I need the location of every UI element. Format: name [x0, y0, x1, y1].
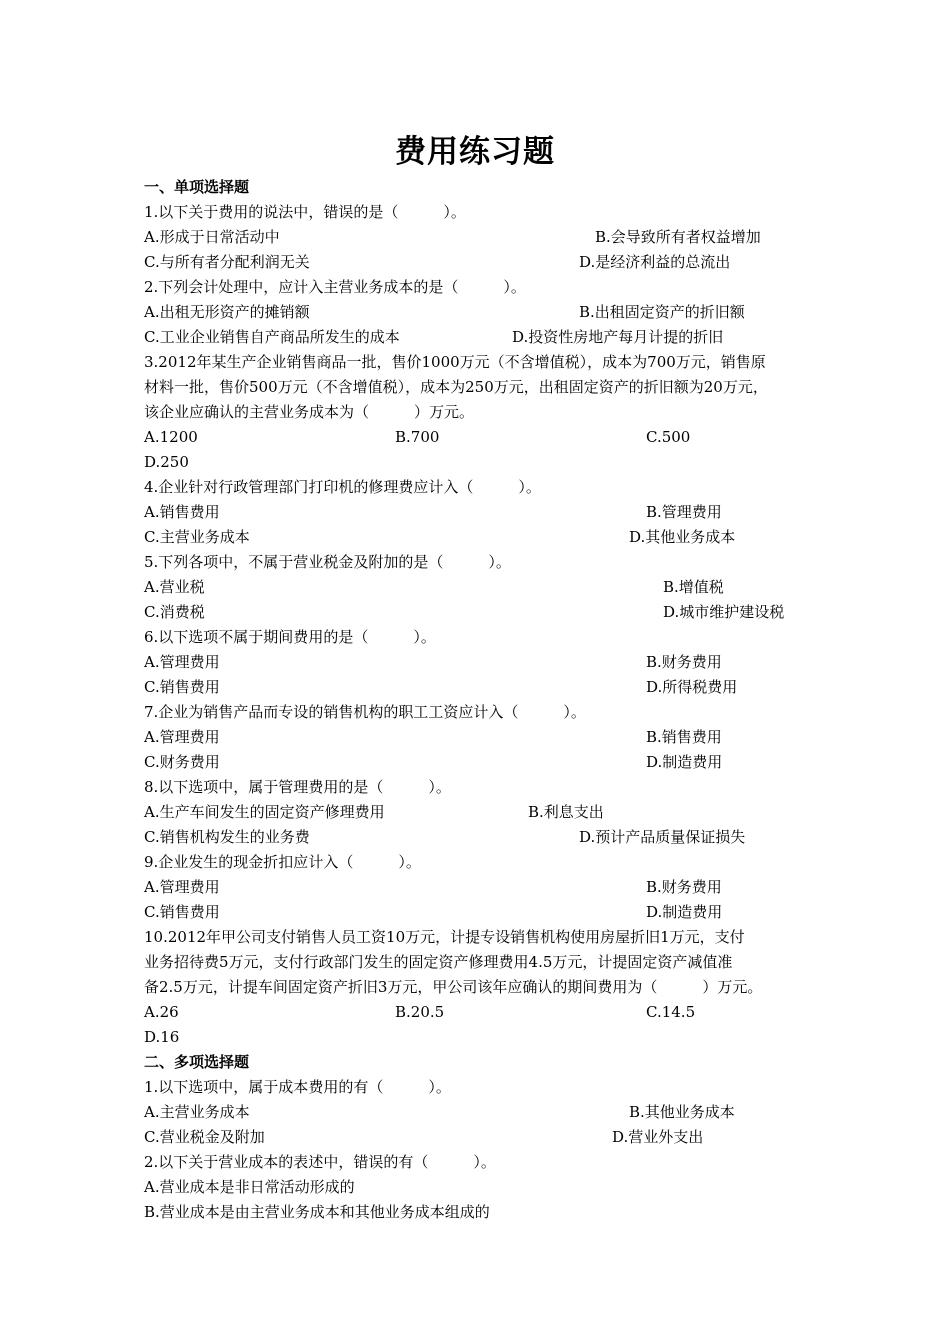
option-d: D.制造费用 — [646, 903, 723, 921]
option-d: D.投资性房地产每月计提的折旧 — [512, 328, 724, 346]
option-a: A.销售费用 — [144, 503, 220, 521]
option-a: A.营业税 — [144, 578, 205, 596]
option-b: B.销售费用 — [646, 728, 722, 746]
option-a: A.管理费用 — [144, 728, 220, 746]
question-stem: 7.企业为销售产品而专设的销售机构的职工工资应计入（ ）。 — [144, 703, 586, 721]
option-c: C.销售机构发生的业务费 — [144, 828, 310, 846]
option-a: A.营业成本是非日常活动形成的 — [144, 1178, 355, 1196]
question-stem: 1.以下关于费用的说法中，错误的是（ ）。 — [144, 203, 466, 221]
option-b: B.增值税 — [663, 578, 724, 596]
option-d: D.是经济利益的总流出 — [579, 253, 731, 271]
question-stem: 备2.5万元，计提车间固定资产折旧3万元，甲公司该年应确认的期间费用为（ ）万元。 — [144, 978, 763, 996]
option-b: B.700 — [395, 428, 440, 446]
option-c: C.销售费用 — [144, 678, 220, 696]
option-c: C.消费税 — [144, 603, 205, 621]
option-c: C.营业税金及附加 — [144, 1128, 265, 1146]
option-a: A.主营业务成本 — [144, 1103, 250, 1121]
question-stem: 6.以下选项不属于期间费用的是（ ）。 — [144, 628, 436, 646]
option-c: C.与所有者分配利润无关 — [144, 253, 310, 271]
option-a: A.26 — [144, 1003, 179, 1021]
question-stem: 3.2012年某生产企业销售商品一批，售价1000万元（不含增值税），成本为700万元，销售原 — [144, 353, 766, 371]
question-stem: 10.2012年甲公司支付销售人员工资10万元，计提专设销售机构使用房屋折旧1万元，支付 — [144, 928, 745, 946]
option-b: B.其他业务成本 — [629, 1103, 735, 1121]
question-stem: 9.企业发生的现金折扣应计入（ ）。 — [144, 853, 421, 871]
option-c: C.销售费用 — [144, 903, 220, 921]
question-stem: 该企业应确认的主营业务成本为（ ）万元。 — [144, 403, 475, 421]
option-d: D.所得税费用 — [646, 678, 738, 696]
option-b: B.会导致所有者权益增加 — [595, 228, 761, 246]
option-c: C.财务费用 — [144, 753, 220, 771]
option-a: A.管理费用 — [144, 653, 220, 671]
option-b: B.财务费用 — [646, 878, 722, 896]
option-b: B.利息支出 — [528, 803, 604, 821]
option-b: B.营业成本是由主营业务成本和其他业务成本组成的 — [144, 1203, 490, 1221]
option-d: D.250 — [144, 453, 189, 471]
option-b: B.财务费用 — [646, 653, 722, 671]
option-b: B.出租固定资产的折旧额 — [579, 303, 745, 321]
question-stem: 材料一批，售价500万元（不含增值税），成本为250万元，出租固定资产的折旧额为20万元， — [144, 378, 768, 396]
option-a: A.出租无形资产的摊销额 — [144, 303, 310, 321]
option-a: A.形成于日常活动中 — [144, 228, 280, 246]
option-d: D.16 — [144, 1028, 180, 1046]
section-heading-multiple-choice: 二、多项选择题 — [144, 1053, 250, 1071]
question-stem: 业务招待费5万元，支付行政部门发生的固定资产修理费用4.5万元，计提固定资产减值准 — [144, 953, 733, 971]
option-c: C.500 — [646, 428, 691, 446]
option-d: D.城市维护建设税 — [663, 603, 785, 621]
page-title: 费用练习题 — [395, 134, 555, 170]
option-d: D.营业外支出 — [612, 1128, 704, 1146]
question-stem: 1.以下选项中，属于成本费用的有（ ）。 — [144, 1078, 451, 1096]
question-stem: 4.企业针对行政管理部门打印机的修理费应计入（ ）。 — [144, 478, 541, 496]
option-a: A.1200 — [144, 428, 198, 446]
option-c: C.14.5 — [646, 1003, 696, 1021]
option-b: B.20.5 — [395, 1003, 445, 1021]
option-a: A.管理费用 — [144, 878, 220, 896]
option-a: A.生产车间发生的固定资产修理费用 — [144, 803, 385, 821]
option-c: C.工业企业销售自产商品所发生的成本 — [144, 328, 400, 346]
option-d: D.制造费用 — [646, 753, 723, 771]
question-stem: 2.以下关于营业成本的表述中，错误的有（ ）。 — [144, 1153, 496, 1171]
section-heading-single-choice: 一、单项选择题 — [144, 178, 250, 196]
option-b: B.管理费用 — [646, 503, 722, 521]
question-stem: 8.以下选项中，属于管理费用的是（ ）。 — [144, 778, 451, 796]
option-c: C.主营业务成本 — [144, 528, 250, 546]
question-stem: 5.下列各项中，不属于营业税金及附加的是（ ）。 — [144, 553, 511, 571]
option-d: D.预计产品质量保证损失 — [579, 828, 746, 846]
option-d: D.其他业务成本 — [629, 528, 736, 546]
question-stem: 2.下列会计处理中，应计入主营业务成本的是（ ）。 — [144, 278, 526, 296]
